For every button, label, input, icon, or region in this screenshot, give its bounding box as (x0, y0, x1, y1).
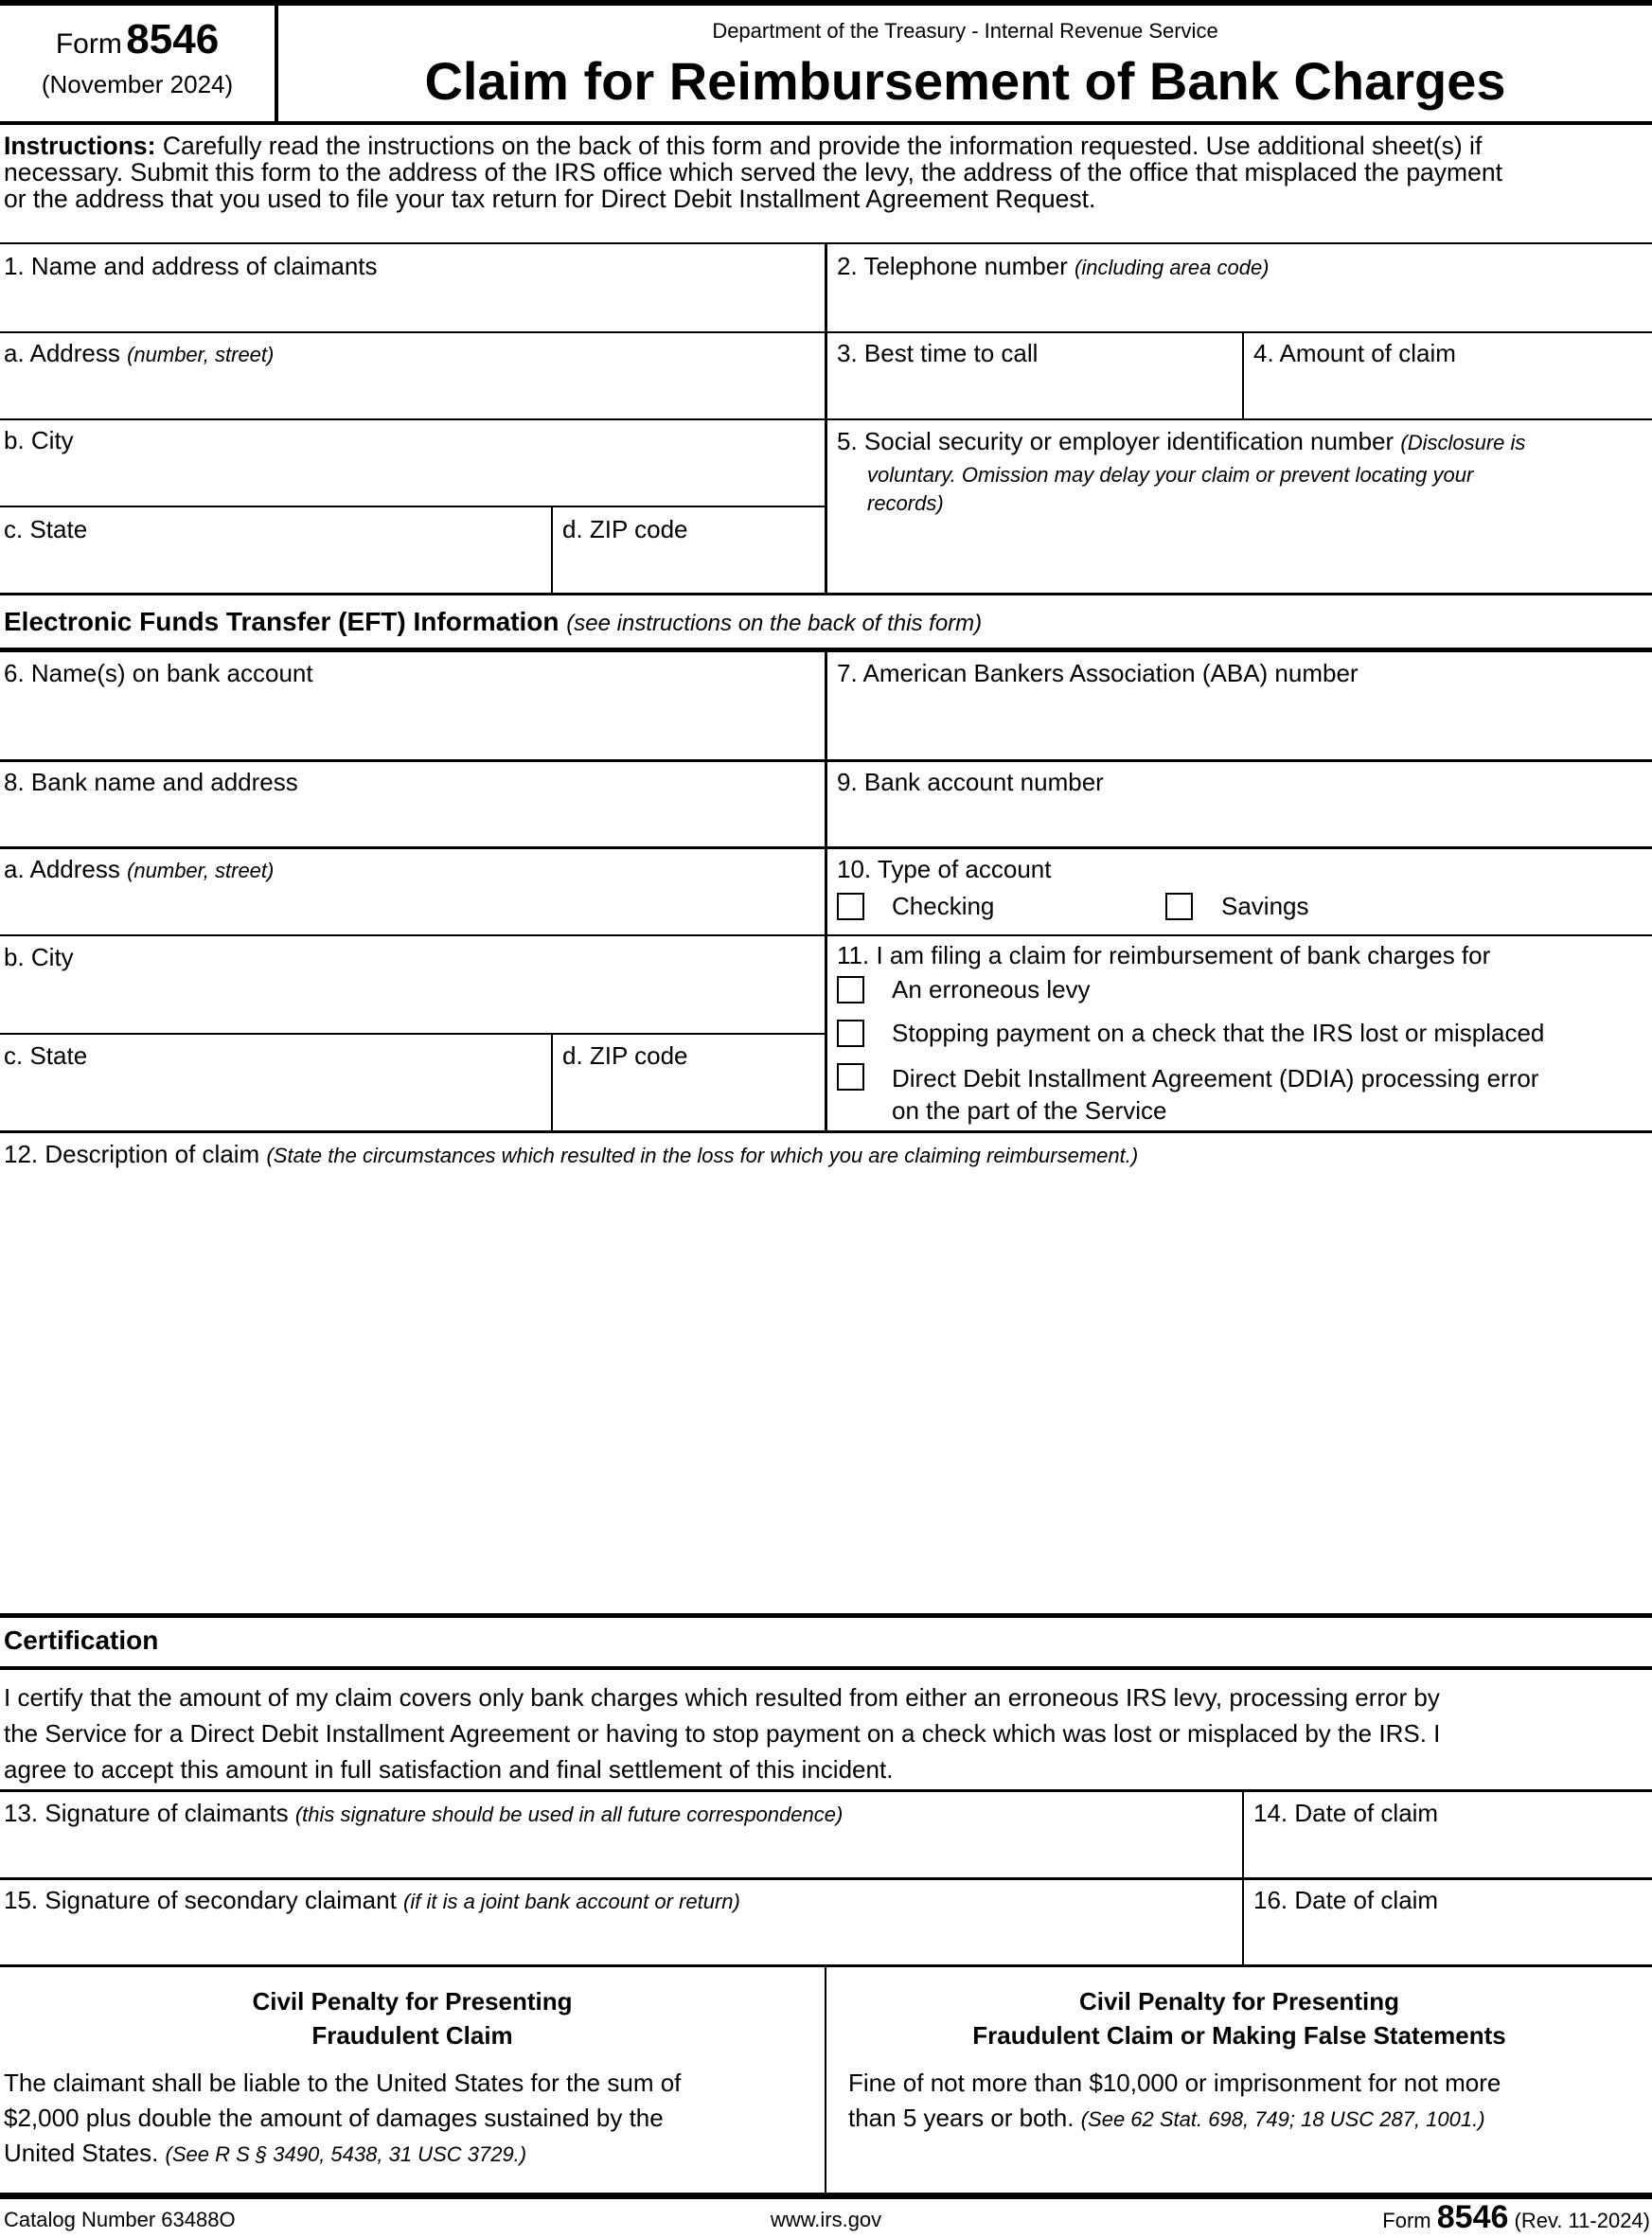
claimant-address-label: a. Address (number, street) (4, 339, 275, 367)
instructions-line: or the address that you used to file your tax return for Direct Debit Installment Agreement Request. (4, 185, 1096, 213)
instructions-line: Carefully read the instructions on the back of this form and provide the information requested. Use additional sheet(s) if (155, 132, 1483, 160)
agency-name: Department of the Treasury - Internal Revenue Service (712, 19, 1218, 43)
eft-section-heading: Electronic Funds Transfer (EFT) Information (see instructions on the back of this form) (4, 607, 983, 636)
form-date: (November 2024) (41, 70, 234, 98)
page-title: Claim for Reimbursement of Bank Charges (424, 51, 1506, 111)
footer-rule (0, 2193, 1652, 2199)
savings-checkbox[interactable] (1165, 893, 1193, 920)
form-word: Form (55, 28, 122, 60)
catalog-number: Catalog Number 63488O (4, 2208, 236, 2231)
instructions (4, 133, 1651, 212)
stop-payment-label: Stopping payment on a check that the IRS lost or misplaced (892, 1019, 1545, 1047)
footer-form-id: Form 8546 (Rev. 11-2024) (1382, 2199, 1650, 2235)
amount-claim-label: 4. Amount of claim (1253, 339, 1456, 367)
form-number: 8546 (126, 16, 220, 62)
bank-city-label: b. City (4, 943, 74, 971)
secondary-date-label: 16. Date of claim (1253, 1886, 1439, 1914)
description-textarea[interactable] (0, 1174, 1652, 1611)
bank-state-label: c. State (4, 1041, 88, 1070)
claimant-city-label: b. City (4, 426, 74, 454)
certification-text: I certify that the amount of my claim covers only bank charges which resulted from either an erroneous IRS levy, processing error by the Service for a Direct Debit Installment Agreement or having to stop payment on a check which was lost or misplaced by the IRS. I agree to accept this amount in full satisfaction and final settlement of this incident. (4, 1683, 1441, 1784)
irs-website-link[interactable]: www.irs.gov (770, 2208, 882, 2231)
stop-payment-checkbox[interactable] (837, 1020, 864, 1047)
criminal-penalty-title: Civil Penalty for Presenting Fraudulent Claim or Making False Statements (972, 1987, 1506, 2050)
bank-zip-label: d. ZIP code (562, 1041, 688, 1070)
bank-address-label: a. Address (number, street) (4, 855, 275, 883)
bank-account-number-label: 9. Bank account number (837, 768, 1104, 796)
claim-reason-label: 11. I am filing a claim for reimbursement of bank charges for (837, 941, 1491, 969)
description-label: 12. Description of claim (State the circumstances which resulted in the loss for which you are claiming reimbursement.) (4, 1140, 1139, 1168)
certification-rule (0, 1613, 1652, 1618)
aba-number-label: 7. American Bankers Association (ABA) number (837, 659, 1359, 687)
header-bottom-rule (0, 121, 1652, 125)
claimant-state-label: c. State (4, 515, 88, 543)
civil-penalty-title: Civil Penalty for Presenting Fraudulent Claim (252, 1987, 573, 2050)
account-type-label: 10. Type of account (837, 855, 1052, 883)
claimant-city-field[interactable] (0, 420, 825, 506)
rule (0, 1130, 1652, 1133)
bank-city-field[interactable] (0, 936, 825, 1033)
telephone-label: 2. Telephone number (including area code) (837, 252, 1270, 280)
claimant-signature-label: 13. Signature of claimants (this signature should be used in all future correspondence) (4, 1799, 844, 1827)
ddia-error-label: Direct Debit Installment Agreement (DDIA) processing error on the part of the Service (892, 1064, 1539, 1125)
top-rule (0, 0, 1652, 6)
claimant-zip-label: d. ZIP code (562, 515, 688, 543)
checking-label: Checking (892, 892, 995, 920)
bank-account-names-label: 6. Name(s) on bank account (4, 659, 313, 687)
savings-label: Savings (1221, 892, 1309, 920)
ssn-ein-label: 5. Social security or employer identification number (Disclosure is voluntary. Omission may delay your claim or prevent locating your records) (837, 427, 1526, 515)
rule (0, 593, 1652, 595)
erroneous-levy-label: An erroneous levy (892, 975, 1091, 1004)
erroneous-levy-checkbox[interactable] (837, 976, 864, 1004)
checking-checkbox[interactable] (837, 893, 864, 920)
form-id-block (0, 16, 275, 98)
bank-name-address-label: 8. Bank name and address (4, 768, 298, 796)
name-claimants-label: 1. Name and address of claimants (4, 252, 378, 280)
secondary-signature-label: 15. Signature of secondary claimant (if it is a joint bank account or return) (4, 1886, 740, 1914)
ddia-error-checkbox[interactable] (837, 1063, 864, 1091)
instructions-label: Instructions: (4, 132, 156, 160)
best-time-label: 3. Best time to call (837, 339, 1039, 367)
civil-penalty-text: The claimant shall be liable to the United States for the sum of $2,000 plus double the amount of damages sustained by the United States. (See R S § 3490, 5438, 31 USC 3729.) (4, 2069, 682, 2167)
instructions-line: necessary. Submit this form to the address of the IRS office which served the levy, the address of the office that misplaced the payment (4, 158, 1502, 186)
certification-heading-rule (0, 1666, 1652, 1670)
certification-heading: Certification (4, 1625, 159, 1655)
criminal-penalty-text: Fine of not more than $10,000 or imprisonment for not more than 5 years or both. (See 62 Stat. 698, 749; 18 USC 287, 1001.) (848, 2069, 1501, 2132)
claim-date-label: 14. Date of claim (1253, 1799, 1439, 1827)
